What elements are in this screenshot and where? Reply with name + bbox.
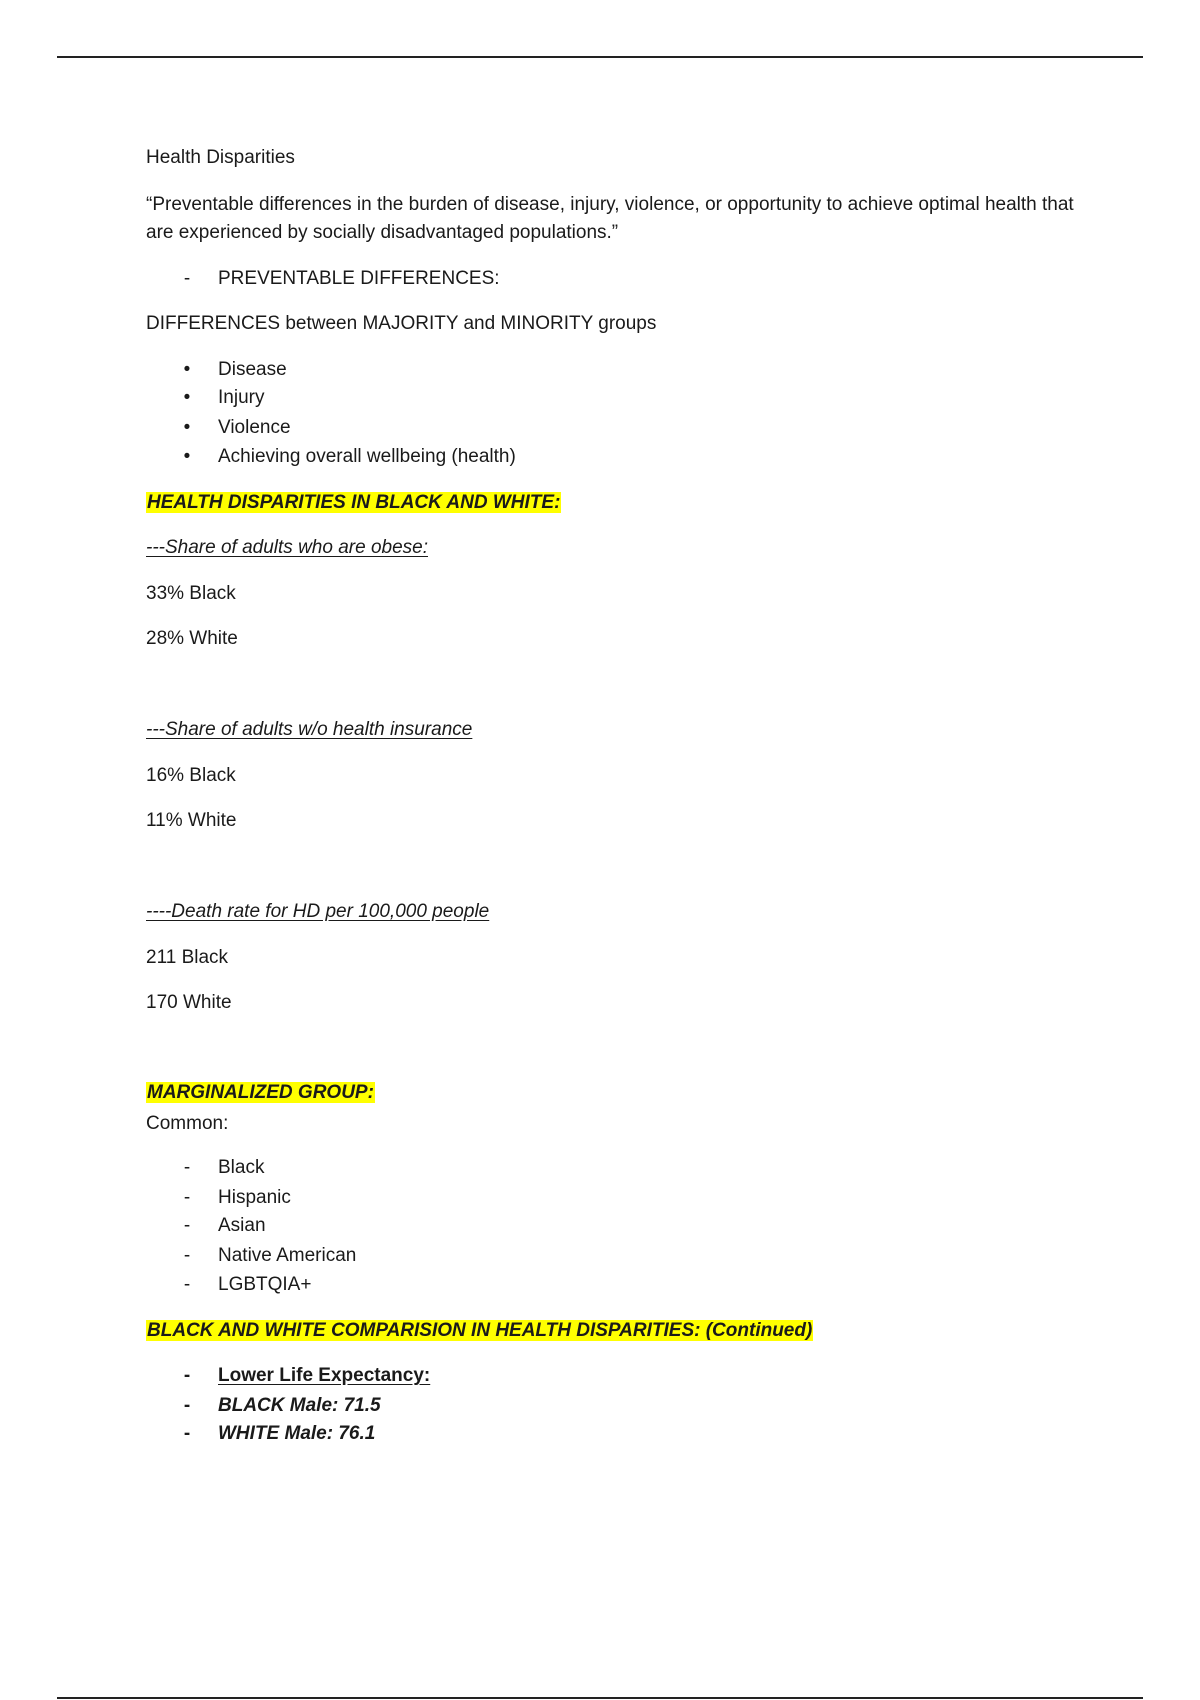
dash-marker: -	[183, 268, 191, 289]
obese-subheading: ---Share of adults who are obese:	[146, 537, 428, 558]
subheading	[146, 898, 1082, 926]
subheading	[146, 534, 1082, 562]
stat-black: 33% Black	[146, 583, 236, 604]
life-expectancy-label: Lower Life Expectancy:	[218, 1365, 431, 1386]
highlighted-heading: HEALTH DISPARITIES IN BLACK AND WHITE:	[147, 492, 561, 513]
list-item-text: Achieving overall wellbeing (health)	[218, 446, 516, 467]
stat-white: 28% White	[146, 628, 238, 649]
dash-marker: -	[183, 1187, 191, 1208]
stat-black: 16% Black	[146, 765, 236, 786]
dash-marker: -	[183, 1365, 191, 1386]
list-item-text: Violence	[218, 417, 291, 438]
list-item-text: Asian	[218, 1215, 266, 1236]
highlighted-heading: MARGINALIZED GROUP:	[147, 1082, 374, 1103]
bullet-marker: •	[183, 359, 191, 380]
section-heading	[146, 489, 1082, 517]
white-male-life-expectancy: WHITE Male: 76.1	[218, 1423, 376, 1444]
death-rate-subheading: ----Death rate for HD per 100,000 people	[146, 901, 490, 922]
list-item-text: LGBTQIA+	[218, 1274, 312, 1295]
list-item-text: Black	[218, 1157, 265, 1178]
bullet-marker: •	[183, 417, 191, 438]
subheading	[146, 716, 1082, 744]
insurance-subheading: ---Share of adults w/o health insurance	[146, 719, 473, 740]
list-item-text: Disease	[218, 359, 287, 380]
bottom-page-rule	[57, 1697, 1143, 1699]
dash-marker: -	[183, 1215, 191, 1236]
bullet-marker: •	[183, 446, 191, 467]
bullet-marker: •	[183, 387, 191, 408]
dash-marker: -	[183, 1245, 191, 1266]
list-item-text: Injury	[218, 387, 265, 408]
differences-line: DIFFERENCES between MAJORITY and MINORITY groups	[146, 313, 657, 334]
common-label: Common:	[146, 1113, 229, 1134]
dash-marker: -	[183, 1423, 191, 1444]
highlighted-heading: BLACK AND WHITE COMPARISION IN HEALTH DISPARITIES: (Continued)	[147, 1320, 813, 1341]
black-male-life-expectancy: BLACK Male: 71.5	[218, 1395, 381, 1416]
stat-white: 11% White	[146, 810, 237, 831]
document-title: Health Disparities	[146, 147, 295, 168]
section-heading	[146, 1079, 1082, 1107]
top-page-rule	[57, 56, 1143, 58]
dash-marker: -	[183, 1395, 191, 1416]
definition-quote: “Preventable differences in the burden of disease, injury, violence, or opportunity to achieve optimal health that are experienced by socially disadvantaged populations.”	[146, 194, 1074, 243]
stat-black: 211 Black	[146, 947, 229, 968]
preventable-differences-label: PREVENTABLE DIFFERENCES:	[218, 268, 500, 289]
list-item-text: Hispanic	[218, 1187, 291, 1208]
stat-white: 170 White	[146, 992, 232, 1013]
dash-marker: -	[183, 1274, 191, 1295]
section-heading	[146, 1317, 1082, 1345]
dash-marker: -	[183, 1157, 191, 1178]
list-item-text: Native American	[218, 1245, 357, 1266]
